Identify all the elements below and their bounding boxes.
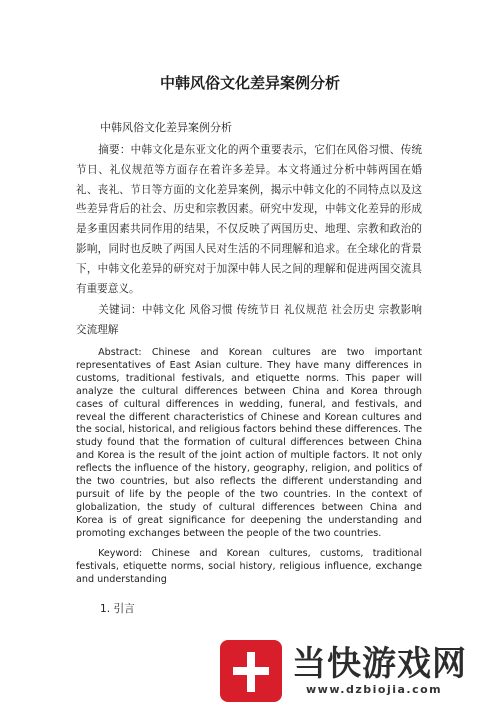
watermark [220,636,500,707]
watermark-name: 当快游戏网 [292,644,467,684]
abstract-chinese: 摘要：中韩文化是东亚文化的两个重要表示，它们在风俗习惯、传统节日、礼仪规范等方面存在着许多差异。本文将通过分析中韩两国在婚礼、丧礼、节日等方面的文化差异案例，揭示中韩文化的不同特点以及这些差异背后的社会、历史和宗教因素。研究中发现，中韩文化差异的形成是多重因素共同作用的结果，不仅反映了两国历史、地理、宗教和政治的影响，同时也反映了两国人民对生活的不同理解和追求。在全球化的背景下，中韩文化差异的研究对于加深中韩人民之间的理解和促进两国交流具有重要意义。 [76,144,422,295]
keywords-chinese: 关键词：中韩文化 风俗习惯 传统节日 礼仪规范 社会历史 宗教影响 交流理解 [76,304,422,336]
subtitle: 中韩风俗文化差异案例分析 [100,121,232,134]
watermark-url: www.dzbiojia.com [306,683,443,696]
abstract-english: Abstract: Chinese and Korean cultures are two important representatives of East Asian culture. They have many differences in customs, traditional festivals, and etiquette norms. This paper will analyze the cultural differences between China and Korea through cases of cultural differences in wedding, funeral, and festivals, and reveal the different characteristics of Chinese and Korean cultures and the social, historical, and religious factors behind these differences. The study found that the formation of cultural differences between China and Korea is the result of the joint action of multiple factors. It not only reflects the influence of the history, geography, religion, and politics of the two countries, but also reflects the different understanding and pursuit of life by the people of the two countries. In the context of globalization, the study of cultural differences between China and Korea is of great significance for deepening the understanding and promoting exchanges between the people of the two countries. [76,347,422,539]
watermark-logo-icon [220,640,282,702]
page-title: 中韩风俗文化差异案例分析 [159,74,340,92]
section-heading-introduction: 1. 引言 [100,603,135,615]
keywords-english: Keyword: Chinese and Korean cultures, customs, traditional festivals, etiquette norms, social history, religious influence, exchange and understanding [76,548,422,585]
